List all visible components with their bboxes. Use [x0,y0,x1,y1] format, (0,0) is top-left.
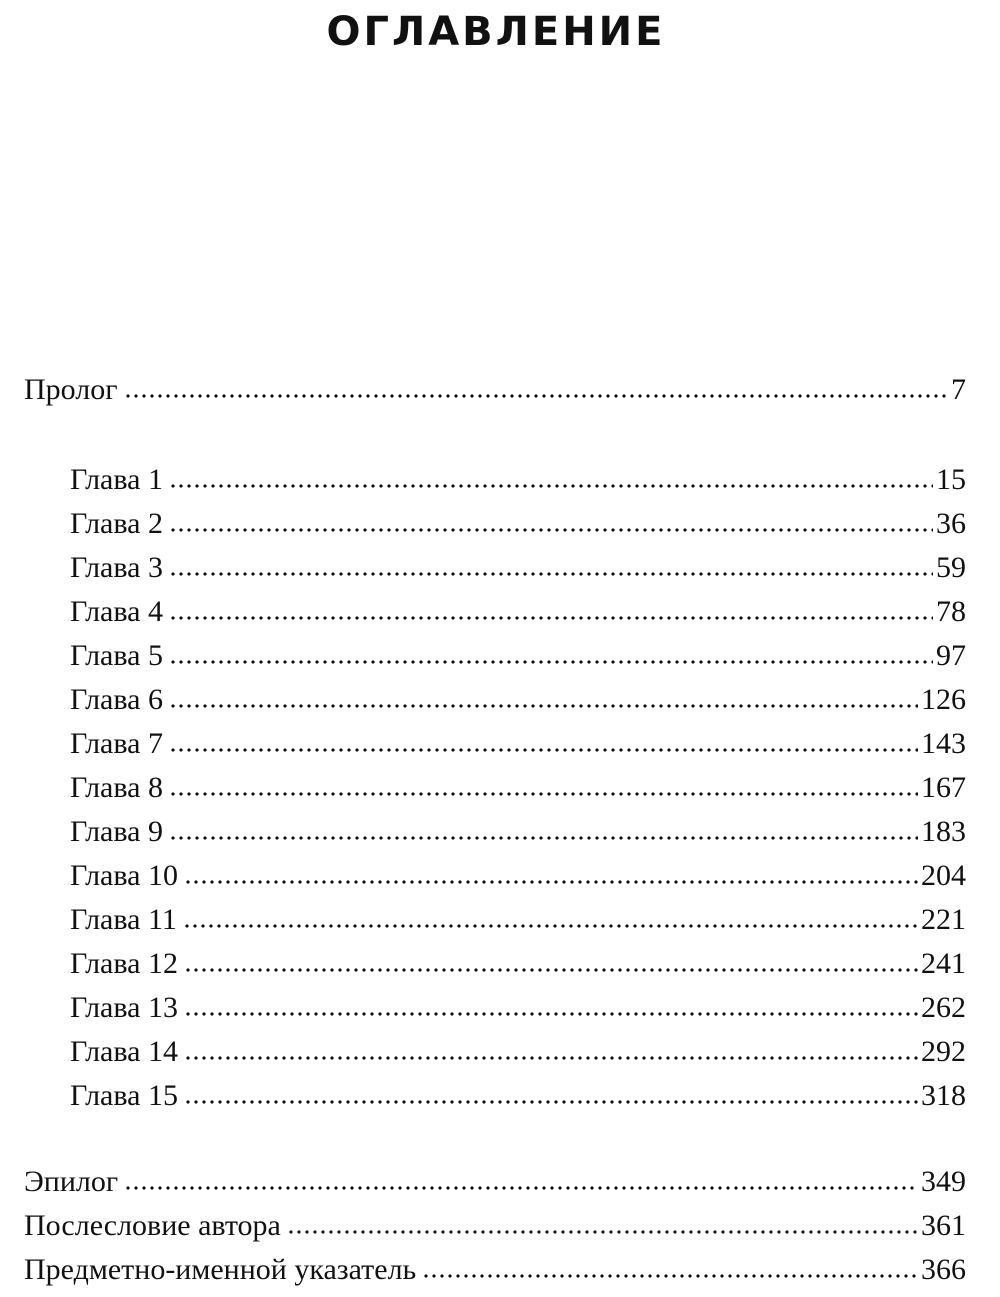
dot-leader [124,394,948,398]
toc-entry-afterword[interactable] [24,1208,966,1244]
toc-entry-page: 59 [936,551,966,584]
dot-leader [184,1012,918,1016]
dot-leader [184,1056,918,1060]
toc-entry-label: Глава 4 [70,595,163,628]
toc-entry-label: Глава 8 [70,771,163,804]
toc-entry-label: Глава 10 [70,859,178,892]
dot-leader [169,528,933,532]
toc-entry-label: Глава 1 [70,463,163,496]
toc-entry-page: 126 [921,683,966,716]
toc-entry-label: Предметно-именной указатель [24,1253,417,1286]
toc-entry-label: Глава 15 [70,1079,178,1112]
dot-leader [184,880,918,884]
toc-entry-chapter[interactable] [70,814,966,850]
toc-entry-chapter[interactable] [70,726,966,762]
toc-entry-chapter[interactable] [70,990,966,1026]
toc-entry-label: Пролог [24,373,118,406]
dot-leader [169,572,933,576]
toc-entry-chapter[interactable] [70,858,966,894]
dot-leader [169,704,918,708]
toc-entry-page: 366 [921,1253,966,1286]
toc-entry-page: 97 [936,639,966,672]
dot-leader [169,792,918,796]
toc-entry-index[interactable] [24,1252,966,1288]
dot-leader [184,1100,918,1104]
dot-leader [422,1274,918,1278]
toc-entry-page: 15 [936,463,966,496]
toc-entry-page: 361 [921,1209,966,1242]
toc-entry-label: Глава 12 [70,947,178,980]
toc-entry-chapter[interactable] [70,462,966,498]
toc-entry-chapter[interactable] [70,594,966,630]
dot-leader [183,924,918,928]
toc-entry-label: Глава 9 [70,815,163,848]
toc-entry-page: 292 [921,1035,966,1068]
dot-leader [287,1230,918,1234]
toc-entry-label: Глава 14 [70,1035,178,1068]
toc-entry-page: 221 [921,903,966,936]
toc-entry-label: Послесловие автора [24,1209,281,1242]
dot-leader [169,748,918,752]
toc-entry-label: Глава 13 [70,991,178,1024]
toc-entry-chapter[interactable] [70,902,966,938]
toc-entry-prologue[interactable] [24,372,966,408]
toc-entry-page: 349 [921,1165,966,1198]
toc-entry-page: 204 [921,859,966,892]
toc-entry-page: 36 [936,507,966,540]
toc-entry-label: Глава 11 [70,903,177,936]
toc-entry-page: 78 [936,595,966,628]
toc-entry-label: Глава 2 [70,507,163,540]
toc-entry-label: Глава 6 [70,683,163,716]
dot-leader [184,968,918,972]
dot-leader [169,836,918,840]
toc-entry-label: Глава 3 [70,551,163,584]
dot-leader [169,660,933,664]
toc-entry-chapter[interactable] [70,1034,966,1070]
toc-entry-chapter[interactable] [70,506,966,542]
toc-entry-page: 183 [921,815,966,848]
toc-entry-chapter[interactable] [70,550,966,586]
dot-leader [124,1186,918,1190]
toc-entry-chapter[interactable] [70,682,966,718]
toc-entry-page: 7 [951,373,966,406]
toc-entry-label: Эпилог [24,1165,119,1198]
toc-entry-page: 262 [921,991,966,1024]
toc-entry-page: 167 [921,771,966,804]
toc-entry-page: 241 [921,947,966,980]
toc-entry-page: 318 [921,1079,966,1112]
dot-leader [169,616,933,620]
dot-leader [169,484,933,488]
toc-entry-chapter[interactable] [70,770,966,806]
toc-entry-epilogue[interactable] [24,1164,966,1200]
toc-entry-chapter[interactable] [70,638,966,674]
toc-entry-chapter[interactable] [70,946,966,982]
toc-entry-label: Глава 7 [70,727,163,760]
toc-entry-chapter[interactable] [70,1078,966,1114]
page-title: ОГЛАВЛЕНИЕ [326,9,666,55]
toc-entry-label: Глава 5 [70,639,163,672]
toc-entry-page: 143 [921,727,966,760]
